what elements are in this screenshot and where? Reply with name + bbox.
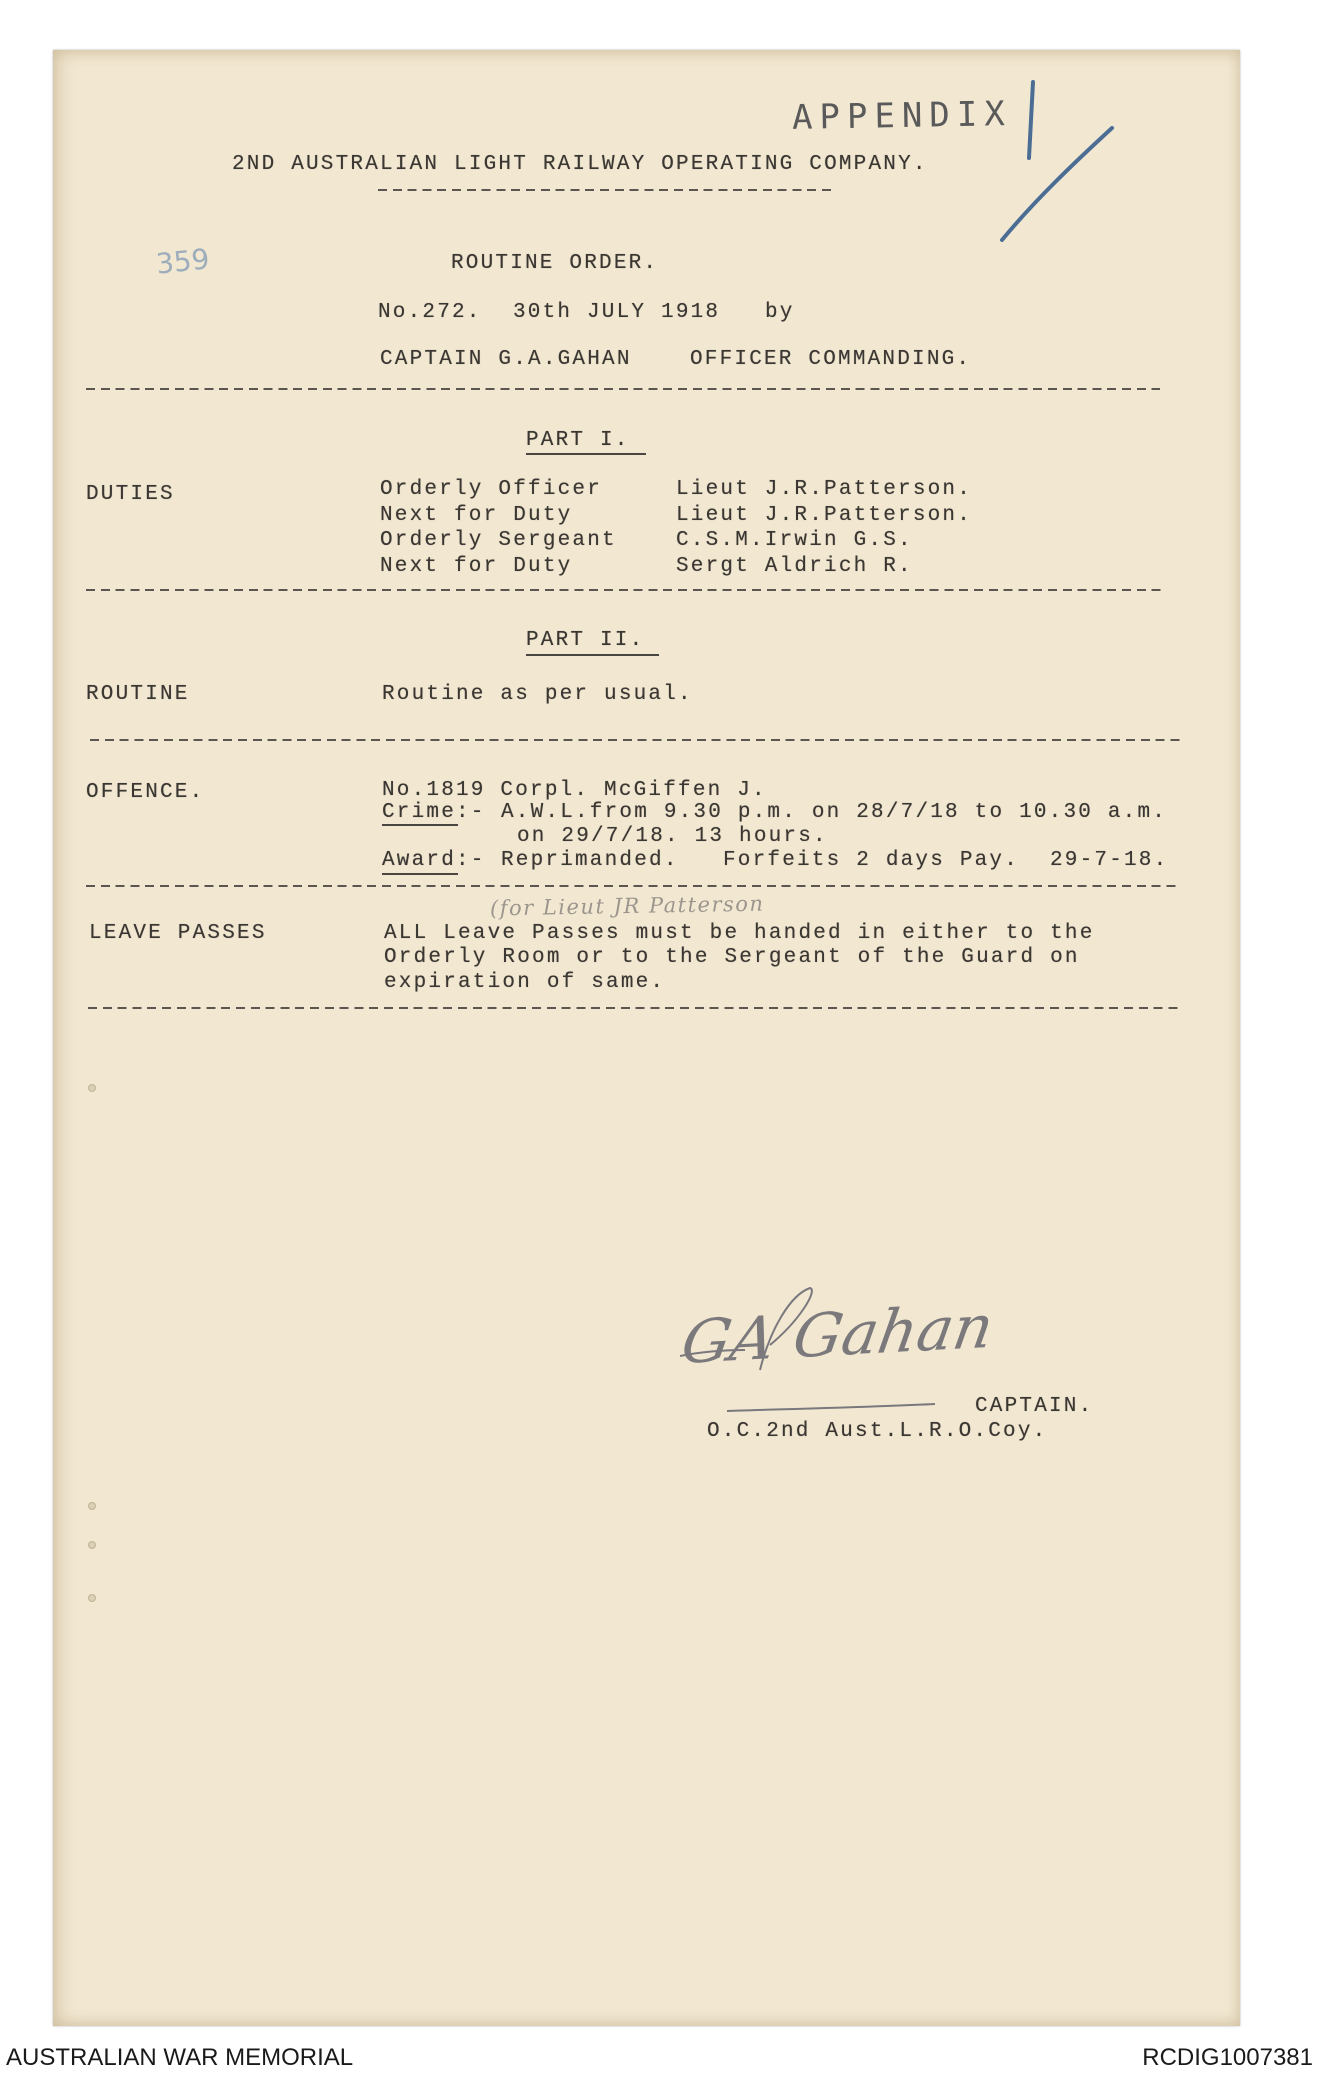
award-forfeit: Forfeits 2 days Pay. [723, 849, 1020, 872]
duty-name: Lieut J.R.Patterson. [676, 504, 973, 527]
duty-role: Next for Duty [380, 555, 573, 578]
leave-passes-line: ALL Leave Passes must be handed in either to the [384, 922, 1095, 945]
crime-underline [382, 824, 458, 826]
award-underline [382, 873, 458, 875]
punch-hole [88, 1594, 96, 1602]
punch-hole [88, 1541, 96, 1549]
archive-id: RCDIG1007381 [1142, 2044, 1313, 2071]
section-divider [90, 739, 1180, 741]
paper-sheet [53, 50, 1240, 2026]
duty-name: Sergt Aldrich R. [676, 555, 913, 578]
part-two-heading: PART II. [526, 629, 645, 652]
part-one-heading: PART I. [526, 429, 630, 452]
punch-hole [88, 1084, 96, 1092]
order-title: ROUTINE ORDER. [451, 252, 659, 275]
duties-label: DUTIES [86, 483, 175, 506]
section-divider [86, 589, 1166, 591]
crime-text-continued: on 29/7/18. 13 hours. [517, 825, 828, 848]
crime-label: Crime:- [382, 801, 486, 824]
handwritten-signature: GA Gahan [676, 1292, 999, 1378]
duty-role: Next for Duty [380, 504, 573, 527]
archive-credit: AUSTRALIAN WAR MEMORIAL [6, 2044, 354, 2071]
duty-name: C.S.M.Irwin G.S. [676, 529, 913, 552]
leave-passes-label: LEAVE PASSES [89, 922, 267, 945]
duty-role: Orderly Sergeant [380, 529, 617, 552]
award-date: 29-7-18. [1050, 849, 1169, 872]
section-divider [88, 1007, 1180, 1009]
award-label: Award:- [382, 849, 486, 872]
company-title: 2ND AUSTRALIAN LIGHT RAILWAY OPERATING COMPANY. [232, 153, 928, 176]
section-divider [86, 388, 1160, 390]
punch-hole [88, 1502, 96, 1510]
officer-name: CAPTAIN G.A.GAHAN [380, 348, 632, 371]
crime-text: A.W.L.from 9.30 p.m. on 28/7/18 to 10.30 a.m. [501, 801, 1168, 824]
handwritten-initials-note: (for Lieut JR Patterson [489, 891, 765, 921]
part-one-underline [526, 453, 646, 455]
signatory-unit: O.C.2nd Aust.L.R.O.Coy. [707, 1420, 1048, 1443]
leave-passes-line: expiration of same. [384, 971, 666, 994]
order-date: 30th JULY 1918 [513, 301, 721, 324]
offence-soldier: No.1819 Corpl. McGiffen J. [382, 779, 767, 802]
appendix-stamp: APPENDIX [791, 94, 1013, 138]
signatory-rank: CAPTAIN. [975, 1395, 1094, 1418]
officer-role: OFFICER COMMANDING. [690, 348, 972, 371]
routine-label: ROUTINE [86, 683, 190, 706]
duty-name: Lieut J.R.Patterson. [676, 478, 973, 501]
part-two-underline [526, 654, 659, 656]
section-divider [86, 885, 1180, 887]
leave-passes-line: Orderly Room or to the Sergeant of the Guard on [384, 946, 1080, 969]
offence-label: OFFENCE. [86, 781, 205, 804]
title-underline [378, 189, 835, 191]
order-by: by [765, 301, 795, 324]
duty-role: Orderly Officer [380, 478, 603, 501]
folio-number: 359 [154, 242, 211, 281]
order-number: No.272. [378, 301, 482, 324]
routine-text: Routine as per usual. [382, 683, 693, 706]
award-text: Reprimanded. [501, 849, 679, 872]
